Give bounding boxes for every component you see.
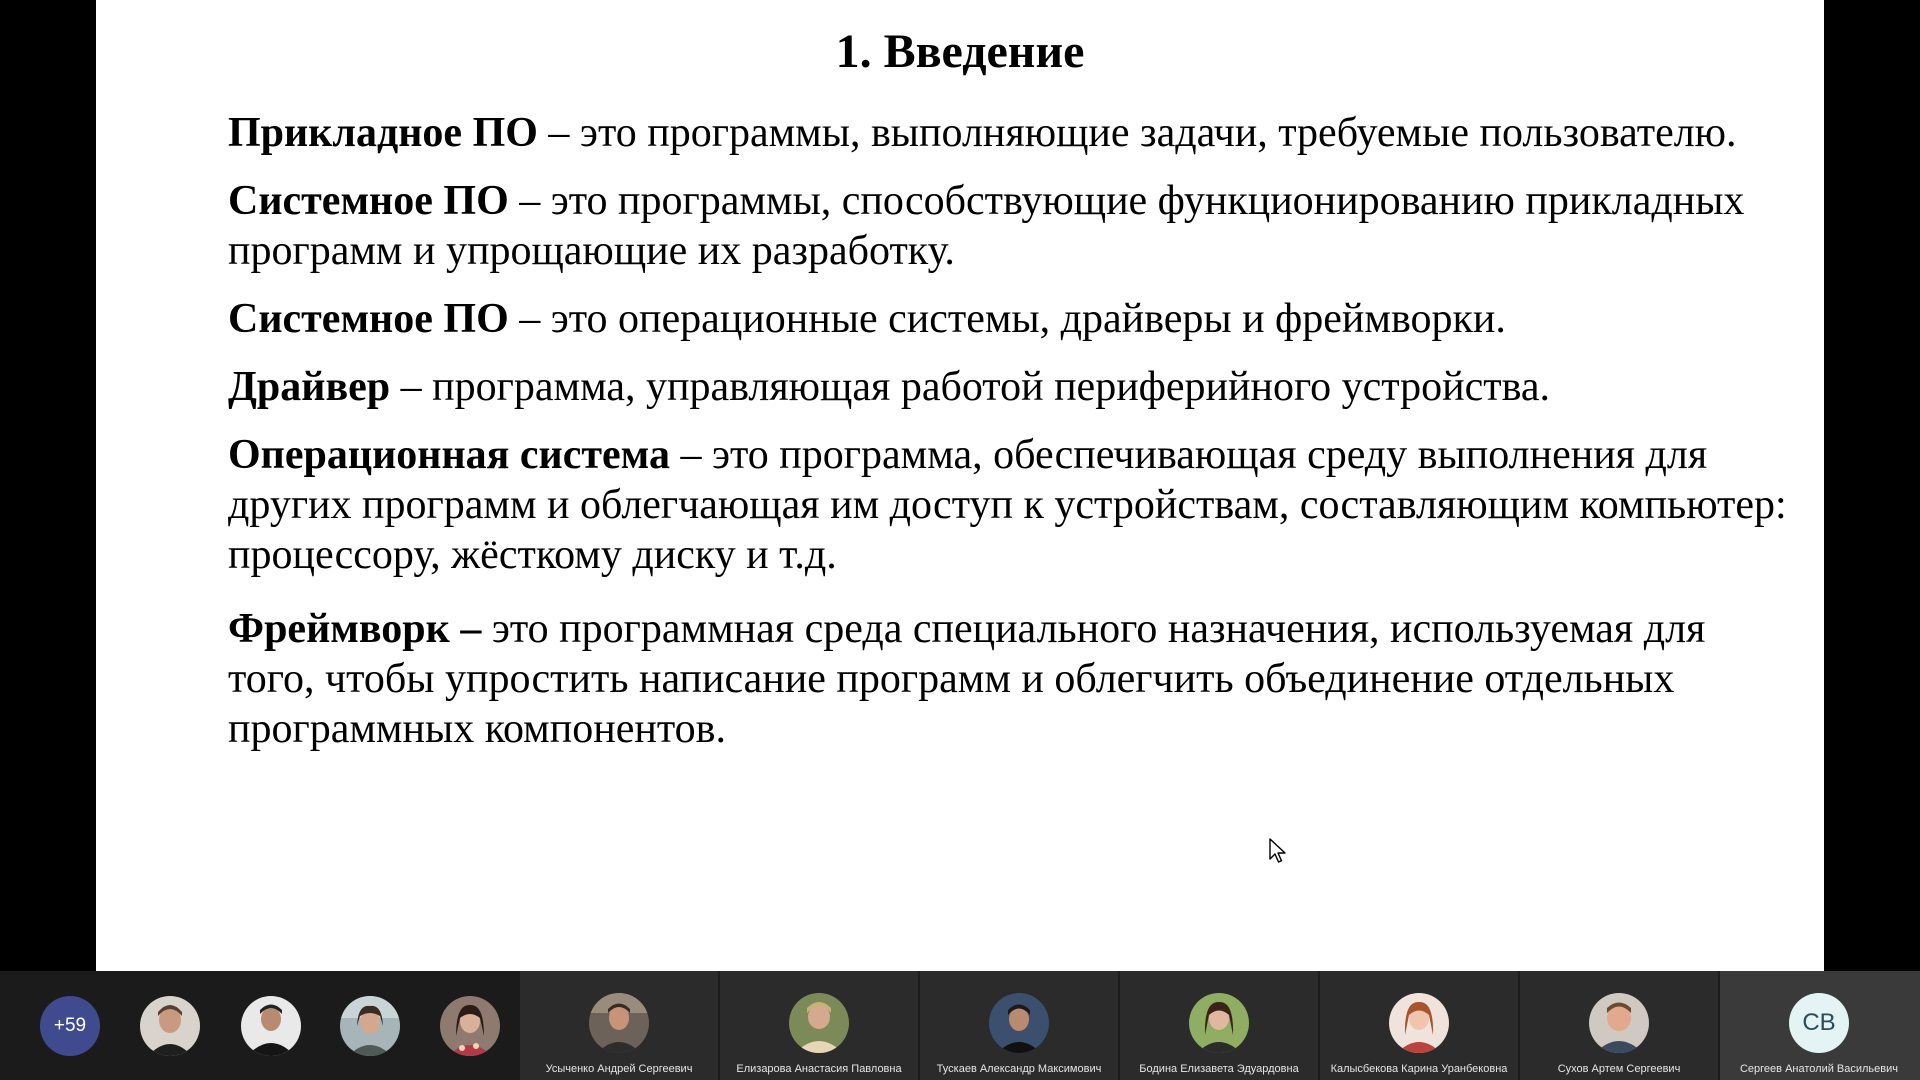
participant-tile[interactable] <box>1520 971 1718 1080</box>
person-avatar-icon <box>789 993 849 1053</box>
person-avatar-icon <box>1389 993 1449 1053</box>
person-avatar-icon <box>1589 993 1649 1053</box>
participant-avatar <box>1589 993 1649 1053</box>
participant-name: Усыченко Андрей Сергеевич <box>545 1063 693 1075</box>
participant-name: Елизарова Анастасия Павловна <box>736 1063 902 1075</box>
participant-avatar[interactable] <box>440 996 500 1056</box>
definition-text: – это программы, способствующие функционированию прикладных программ и упрощающие их разработку. <box>228 178 1745 274</box>
mouse-cursor-icon <box>1268 838 1288 866</box>
definition-text: это программная среда специального назначения, используемая для того, чтобы упростить написание программ и облегчить объединение отдельных программных компонентов. <box>228 606 1706 752</box>
person-avatar-icon <box>440 996 500 1056</box>
participant-tile[interactable] <box>1120 971 1318 1080</box>
definition-term: Системное ПО <box>228 178 509 224</box>
definition-applied-software <box>228 108 1788 158</box>
definition-system-software <box>228 176 1788 276</box>
participant-avatar <box>1189 993 1249 1053</box>
participant-avatar <box>1389 993 1449 1053</box>
participant-avatar[interactable] <box>140 996 200 1056</box>
participant-tile[interactable] <box>520 971 718 1080</box>
participant-name: Бодина Елизавета Эдуардовна <box>1139 1063 1299 1075</box>
participant-tile[interactable] <box>920 971 1118 1080</box>
more-participants-button[interactable]: +59 <box>40 996 100 1056</box>
participant-avatar[interactable] <box>241 996 301 1056</box>
definition-term: Прикладное ПО <box>228 110 538 156</box>
participant-initials-avatar: СВ <box>1789 993 1849 1053</box>
definition-text: – это программы, выполняющие задачи, требуемые пользователю. <box>537 110 1737 156</box>
definition-driver <box>228 362 1788 412</box>
definition-text: – это операционные системы, драйверы и фреймворки. <box>508 296 1506 342</box>
person-avatar-icon <box>241 996 301 1056</box>
participant-avatar <box>789 993 849 1053</box>
participant-tile[interactable] <box>720 971 918 1080</box>
definition-framework <box>228 604 1788 754</box>
definition-text: – программа, управляющая работой периферийного устройства. <box>390 364 1551 410</box>
person-avatar-icon <box>140 996 200 1056</box>
person-avatar-icon <box>1189 993 1249 1053</box>
definition-text: – это программа, обеспечивающая среду выполнения для других программ и облегчающая им доступ к устройствам, составляющим компьютер: процессору, жёсткому диску и т.д. <box>228 432 1787 578</box>
person-avatar-icon <box>989 993 1049 1053</box>
participant-name: Сухов Артем Сергеевич <box>1557 1063 1681 1075</box>
definition-term: Драйвер <box>228 364 391 410</box>
definition-system-software-components <box>228 294 1788 344</box>
participant-name: Сергеев Анатолий Васильевич <box>1739 1063 1898 1075</box>
participant-avatar[interactable] <box>340 996 400 1056</box>
participant-name: Калысбекова Карина Уранбековна <box>1330 1063 1508 1075</box>
participant-avatar <box>989 993 1049 1053</box>
participant-tile[interactable] <box>1320 971 1518 1080</box>
definition-term: Операционная система <box>228 432 670 478</box>
participant-name: Тускаев Александр Максимович <box>936 1063 1102 1075</box>
shared-presentation-slide <box>96 0 1824 971</box>
definition-operating-system <box>228 430 1788 580</box>
person-avatar-icon <box>589 993 649 1053</box>
definition-term: Фреймворк – <box>228 606 482 652</box>
participant-avatar <box>589 993 649 1053</box>
person-avatar-icon <box>340 996 400 1056</box>
participant-tile-presenter[interactable] <box>1720 971 1920 1080</box>
definitions-list <box>228 108 1788 772</box>
slide-title: 1. Введение <box>835 25 1085 78</box>
definition-term: Системное ПО <box>228 296 509 342</box>
